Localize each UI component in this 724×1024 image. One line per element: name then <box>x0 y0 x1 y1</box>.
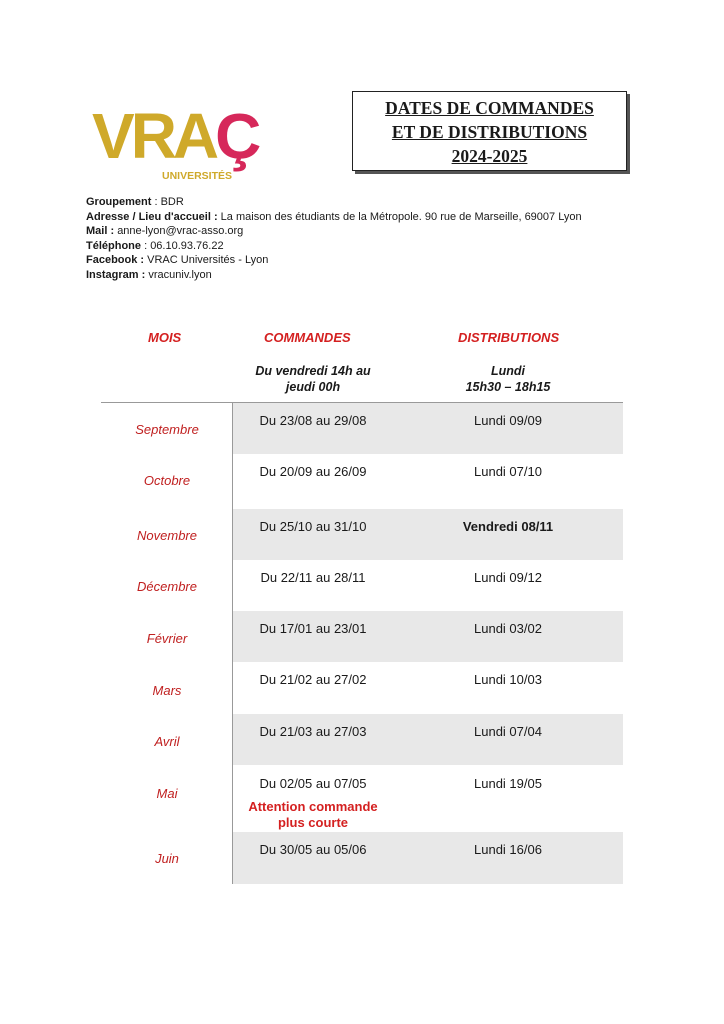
row-shading <box>233 714 623 765</box>
header-commandes: COMMANDES <box>264 330 351 345</box>
logo-sub-text: UNIVERSITÉS <box>162 170 233 182</box>
info-instagram: Instagram : vracuniv.lyon <box>86 268 212 281</box>
logo-main-text: VRAÇ <box>92 100 258 172</box>
title-line-3: 2024-2025 <box>451 146 528 166</box>
row-shading <box>233 509 623 560</box>
table-row <box>101 662 623 714</box>
month-cell: Septembre <box>135 422 199 437</box>
table-row <box>101 403 623 454</box>
table-row <box>101 454 623 509</box>
distribution-cell: Lundi 10/03 <box>474 672 542 687</box>
info-telephone: Téléphone : 06.10.93.76.22 <box>86 239 224 252</box>
row-shading <box>233 611 623 662</box>
month-cell: Mai <box>156 786 178 801</box>
table-column-rule <box>232 402 233 884</box>
commande-cell: Du 30/05 au 05/06 <box>259 842 367 857</box>
table-row <box>101 611 623 662</box>
row-shading <box>233 832 623 884</box>
commande-cell: Du 25/10 au 31/10 <box>259 519 367 534</box>
commande-cell: Du 23/08 au 29/08 <box>259 413 367 428</box>
month-cell: Juin <box>155 851 179 866</box>
title-line-2: ET DE DISTRIBUTIONS <box>391 122 588 142</box>
distribution-cell: Lundi 09/12 <box>474 570 542 585</box>
commande-cell: Du 02/05 au 07/05 <box>259 776 367 791</box>
distribution-cell: Lundi 03/02 <box>474 621 542 636</box>
short-order-warning: Attention commande plus courte <box>248 799 378 830</box>
distribution-cell: Vendredi 08/11 <box>462 519 554 534</box>
commande-cell: Du 21/02 au 27/02 <box>259 672 367 687</box>
table-row <box>101 832 623 884</box>
title-line-1: DATES DE COMMANDES <box>385 98 594 118</box>
month-cell: Octobre <box>143 473 191 488</box>
vrac-logo <box>92 92 262 184</box>
month-cell: Avril <box>154 734 180 749</box>
contact-info <box>86 195 582 282</box>
subheader-distributions: Lundi 15h30 – 18h15 <box>465 364 551 394</box>
month-cell: Décembre <box>137 579 197 594</box>
distribution-cell: Lundi 19/05 <box>474 776 542 791</box>
month-cell: Mars <box>152 683 182 698</box>
row-shading <box>233 403 623 454</box>
header-mois: MOIS <box>148 330 182 345</box>
info-facebook: Facebook : VRAC Universités - Lyon <box>86 254 269 266</box>
month-cell: Février <box>146 631 188 646</box>
table-row <box>101 560 623 611</box>
table-row <box>101 714 623 765</box>
commande-cell: Du 22/11 au 28/11 <box>260 570 366 585</box>
subheader-commandes: Du vendredi 14h au jeudi 00h <box>255 364 371 394</box>
month-cell: Novembre <box>137 528 197 543</box>
header-distributions: DISTRIBUTIONS <box>458 330 560 345</box>
info-adresse: Adresse / Lieu d'accueil : La maison des étudiants de la Métropole. 90 rue de Marseille, 69007 Lyon <box>86 210 582 223</box>
commande-cell: Du 21/03 au 27/03 <box>259 724 367 739</box>
info-mail: Mail : anne-lyon@vrac-asso.org <box>86 225 244 237</box>
table-row <box>101 509 623 560</box>
document-title <box>352 91 627 171</box>
info-groupement: Groupement : BDR <box>86 196 184 208</box>
commande-cell: Du 20/09 au 26/09 <box>259 464 367 479</box>
distribution-cell: Lundi 16/06 <box>474 842 542 857</box>
distribution-cell: Lundi 07/10 <box>474 464 542 479</box>
distribution-cell: Lundi 07/04 <box>474 724 542 739</box>
distribution-cell: Lundi 09/09 <box>474 413 542 428</box>
table-row <box>101 765 623 832</box>
commande-cell: Du 17/01 au 23/01 <box>259 621 367 636</box>
table-top-rule <box>101 402 623 403</box>
